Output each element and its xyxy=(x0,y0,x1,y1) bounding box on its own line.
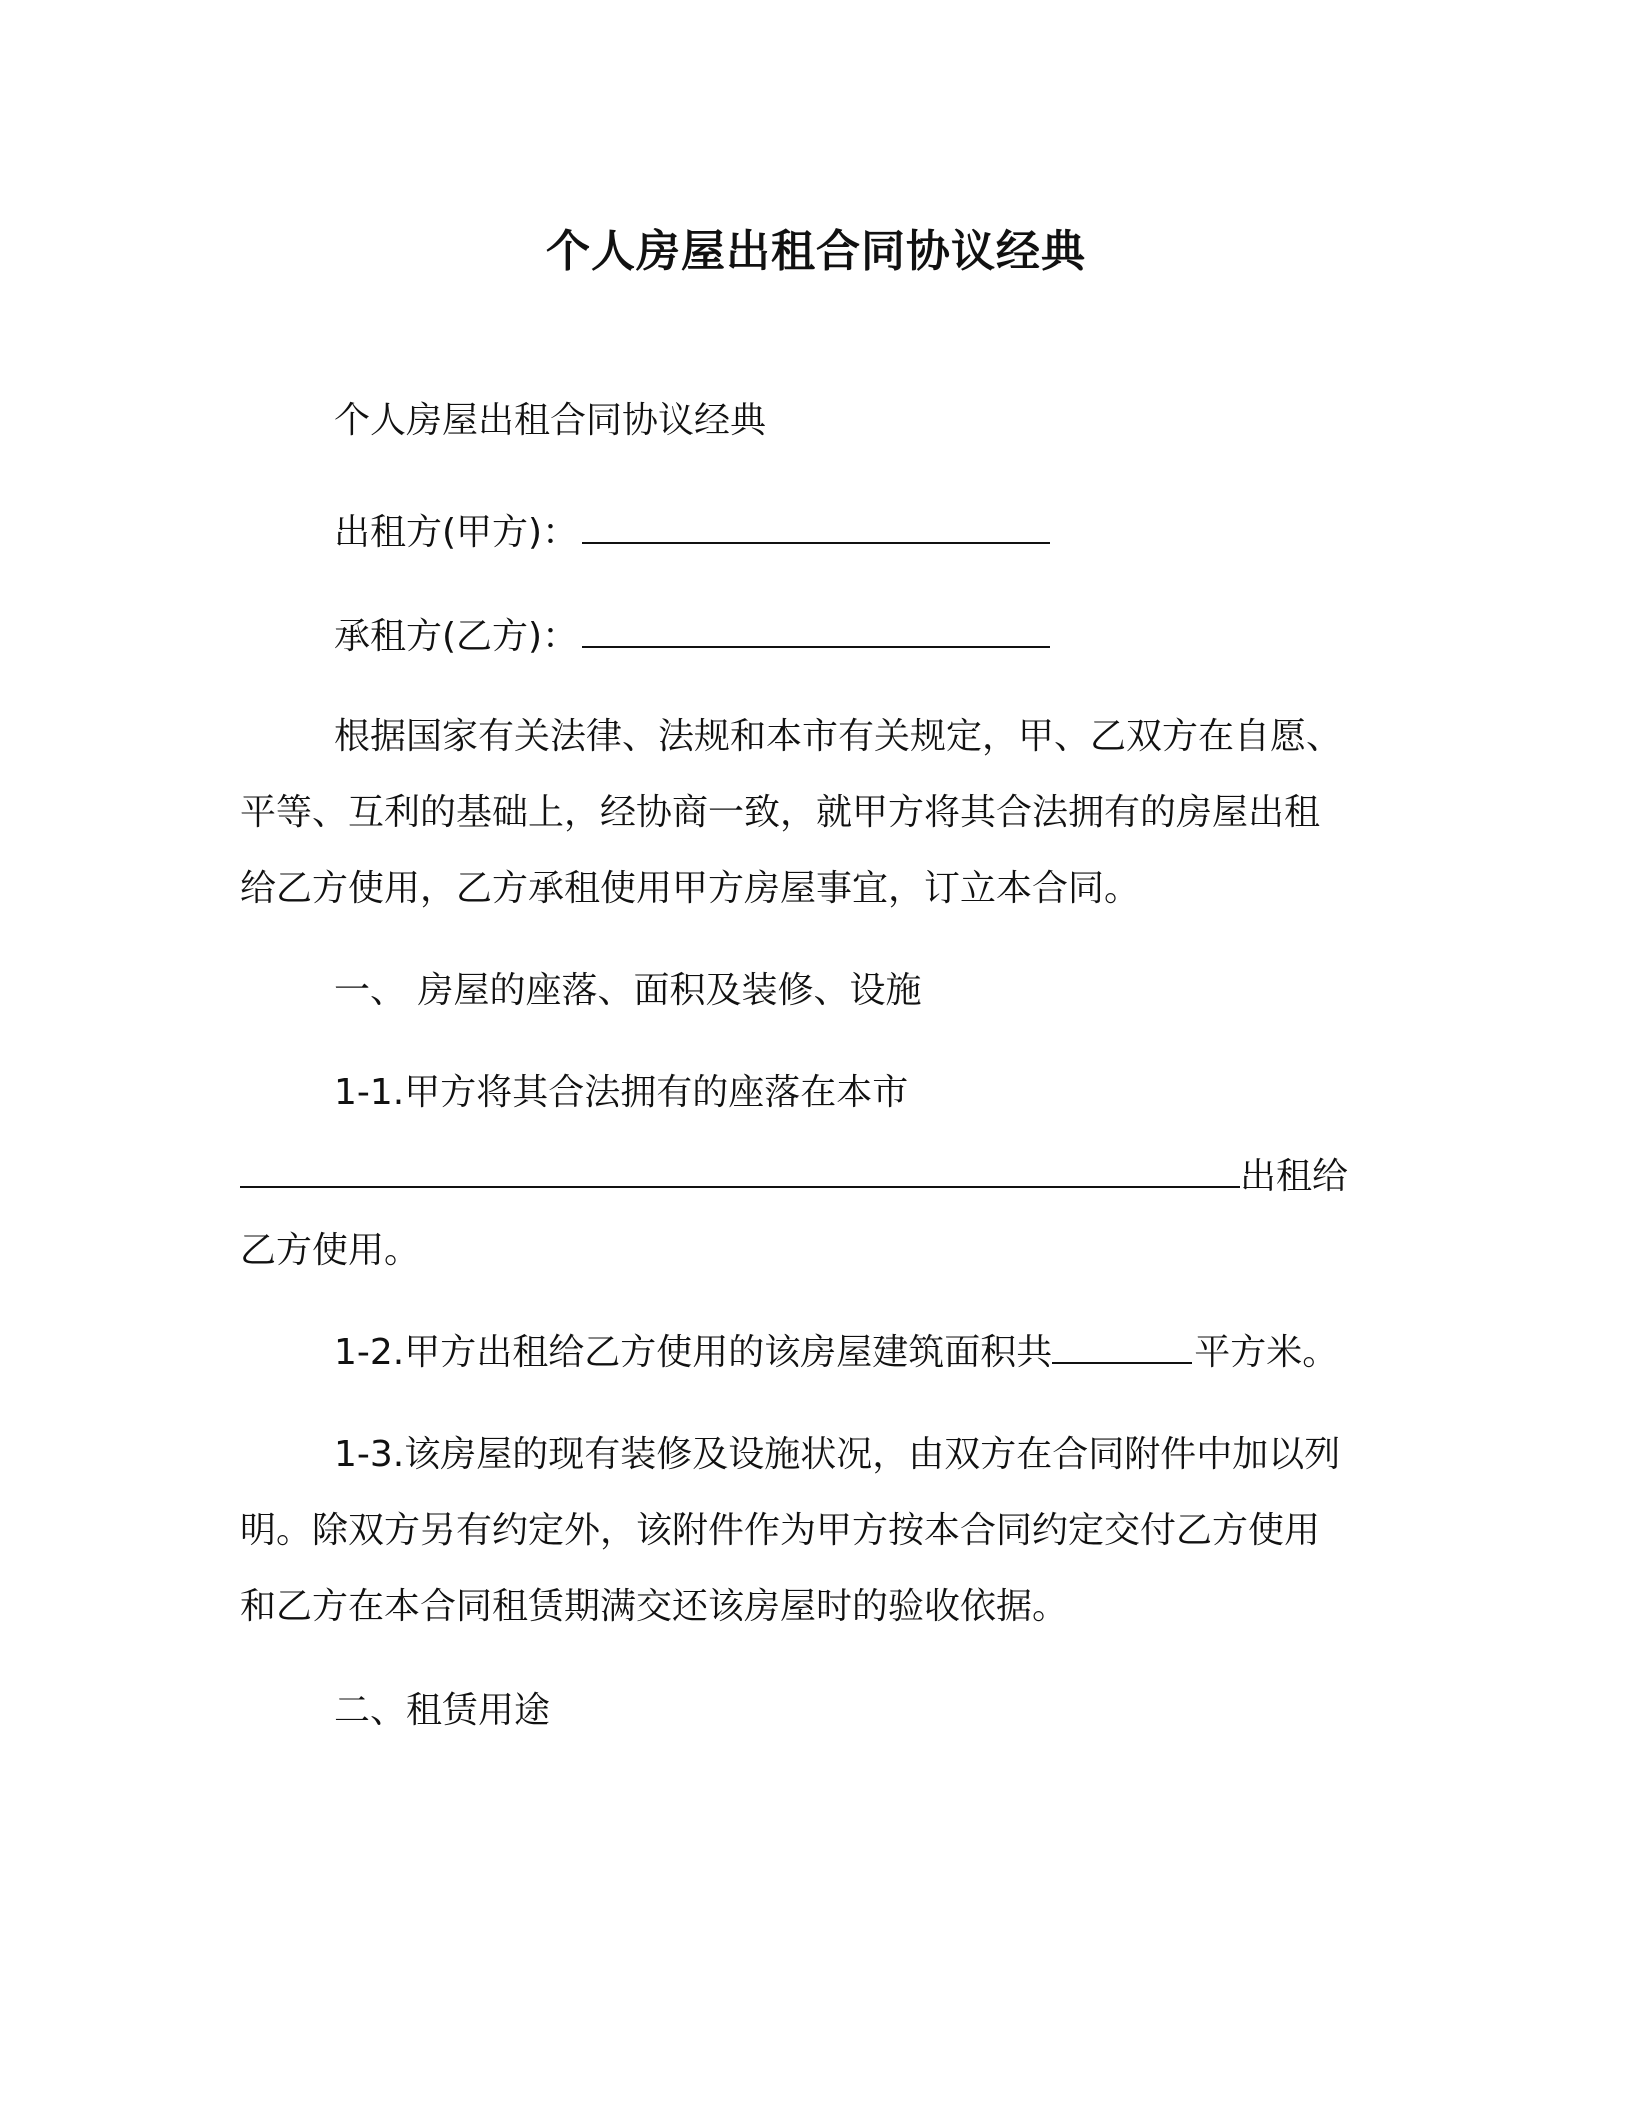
clause-1-2-text: 1-2.甲方出租给乙方使用的该房屋建筑面积共 xyxy=(334,1332,1053,1373)
clause-1-2-line xyxy=(334,1326,1338,1378)
clause-1-1-address-line xyxy=(240,1150,1348,1202)
clause-1-3-line: 和乙方在本合同租赁期满交还该房屋时的验收依据。 xyxy=(240,1586,1069,1627)
lessor-line xyxy=(334,506,1050,558)
address-blank xyxy=(240,1150,1240,1188)
lessor-label: 出租方(甲方)： xyxy=(334,512,579,553)
clause-1-3-line: 明。除双方另有约定外，该附件作为甲方按本合同约定交付乙方使用 xyxy=(240,1510,1321,1551)
lessee-line xyxy=(334,610,1050,662)
section-heading-2: 二、租赁用途 xyxy=(334,1690,551,1731)
clause-1-3-line: 1-3.该房屋的现有装修及设施状况，由双方在合同附件中加以列 xyxy=(334,1434,1341,1475)
clause-1-1-line: 1-1.甲方将其合法拥有的座落在本市 xyxy=(334,1072,909,1113)
intro-paragraph-line: 平等、互利的基础上，经协商一致，就甲方将其合法拥有的房屋出租 xyxy=(240,792,1321,833)
document-title: 个人房屋出租合同协议经典 xyxy=(546,226,1086,277)
lessee-blank xyxy=(582,610,1050,648)
lessor-blank xyxy=(582,506,1050,544)
document-subtitle: 个人房屋出租合同协议经典 xyxy=(334,400,767,441)
intro-paragraph-line: 根据国家有关法律、法规和本市有关规定，甲、乙双方在自愿、 xyxy=(334,716,1343,757)
clause-1-1-suffix: 出租给 xyxy=(1240,1156,1349,1197)
lessee-label: 承租方(乙方)： xyxy=(334,616,579,657)
area-blank xyxy=(1052,1326,1192,1364)
clause-1-1-end: 乙方使用。 xyxy=(240,1230,421,1271)
clause-1-2-unit: 平方米。 xyxy=(1194,1332,1339,1373)
intro-paragraph-line: 给乙方使用，乙方承租使用甲方房屋事宜，订立本合同。 xyxy=(240,868,1141,909)
section-heading-1: 一、 房屋的座落、面积及装修、设施 xyxy=(334,970,922,1011)
